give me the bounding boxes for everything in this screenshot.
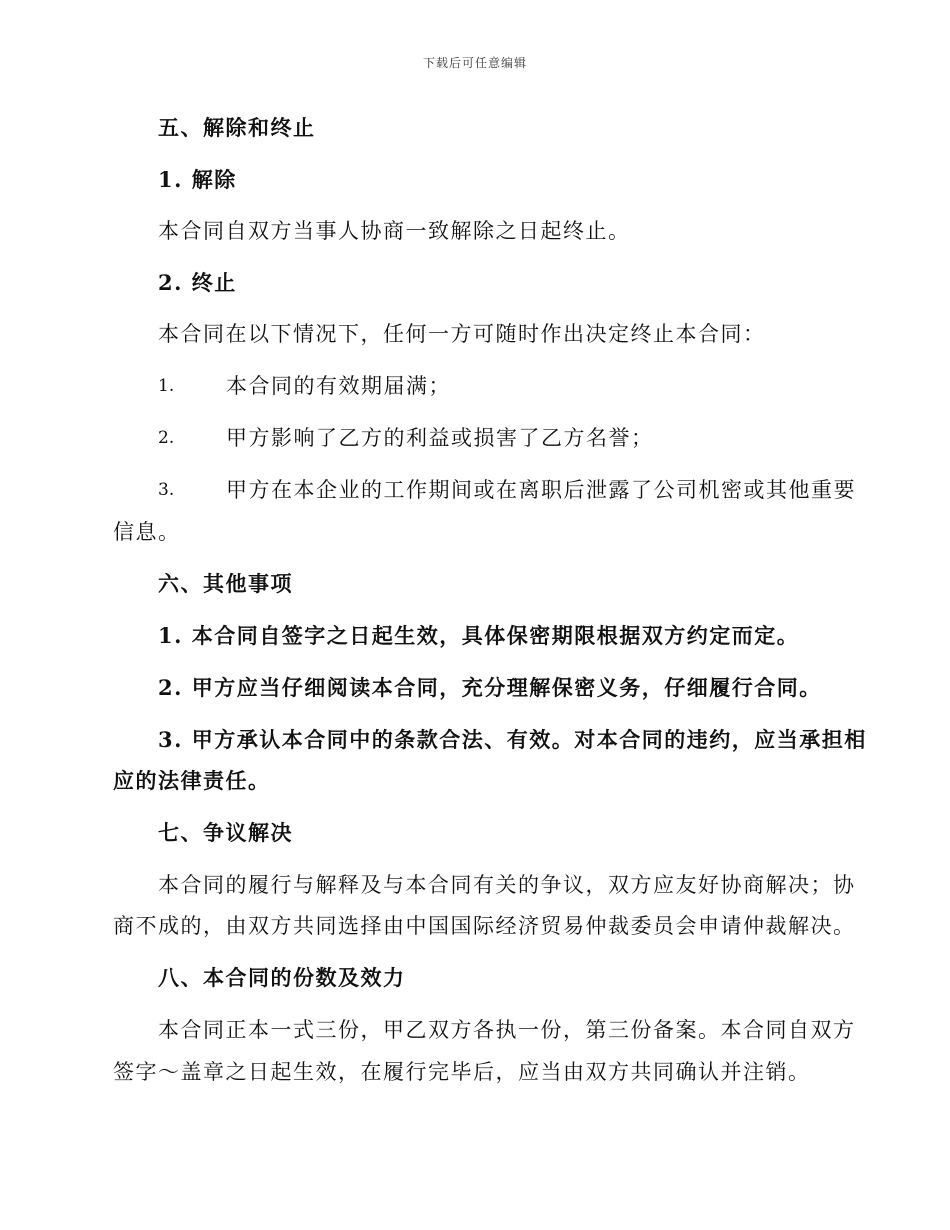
section-heading-termination: 五、解除和终止	[158, 115, 316, 140]
list-item-continuation: 信息。	[113, 520, 181, 544]
list-item-text: 甲方在本企业的工作期间或在离职后泄露了公司机密或其他重要	[226, 478, 856, 502]
list-item-number: 1.	[158, 376, 175, 396]
list-item-number: 3.	[158, 480, 175, 500]
dispute-paragraph-line2: 商不成的，由双方共同选择由中国国际经济贸易仲裁委员会申请仲裁解决。	[113, 914, 856, 938]
page-header: 下载后可任意编辑	[422, 56, 527, 70]
section-heading-other-matters: 六、其他事项	[158, 571, 293, 596]
subsection-title-termination: 2. 终止	[158, 270, 237, 295]
list-item-number: 2.	[158, 428, 175, 448]
other-matters-item-2: 2. 甲方应当仔细阅读本合同，充分理解保密义务，仔细履行合同。	[158, 675, 822, 700]
subsection-title-rescission: 1. 解除	[158, 167, 237, 192]
other-matters-item-3-line2: 应的法律责任。	[113, 768, 271, 793]
other-matters-item-1: 1. 本合同自签字之日起生效，具体保密期限根据双方约定而定。	[158, 623, 800, 648]
other-matters-item-3-line1: 3. 甲方承认本合同中的条款合法、有效。对本合同的违约，应当承担相	[158, 727, 867, 752]
copies-paragraph-line2: 签字～盖章之日起生效，在履行完毕后，应当由双方共同确认并注销。	[113, 1060, 811, 1084]
termination-intro: 本合同在以下情况下，任何一方可随时作出决定终止本合同：	[158, 322, 766, 346]
rescission-paragraph: 本合同自双方当事人协商一致解除之日起终止。	[158, 219, 631, 243]
section-heading-dispute: 七、争议解决	[158, 820, 293, 845]
list-item-text: 甲方影响了乙方的利益或损害了乙方名誉；	[226, 426, 654, 450]
section-heading-copies: 八、本合同的份数及效力	[158, 965, 406, 990]
list-item-text: 本合同的有效期届满；	[226, 374, 451, 398]
copies-paragraph-line1: 本合同正本一式三份，甲乙双方各执一份，第三份备案。本合同自双方	[158, 1018, 856, 1042]
dispute-paragraph-line1: 本合同的履行与解释及与本合同有关的争议，双方应友好协商解决；协	[158, 873, 856, 897]
